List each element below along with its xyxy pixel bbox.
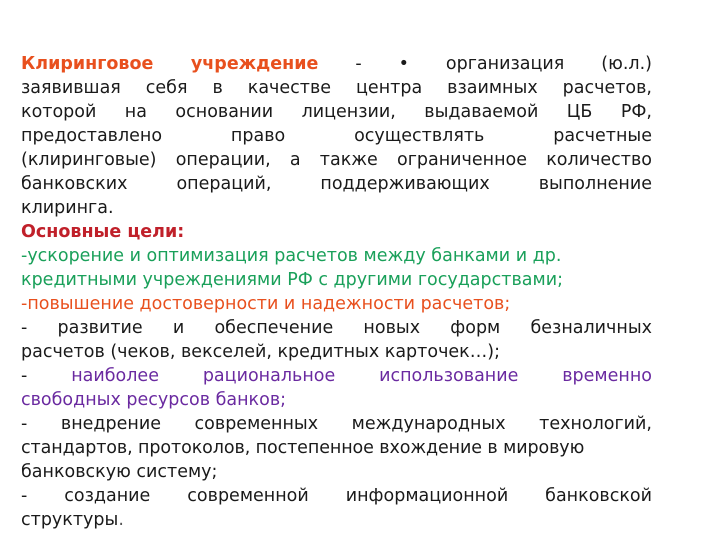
goal-1-line-1: -ускорение и оптимизация расчетов между банками и др. <box>21 246 562 266</box>
goal-3-line-2: расчетов (чеков, векселей, кредитных карточек…); <box>21 342 500 362</box>
bullet-icon: • <box>398 54 409 74</box>
goal-4-line-1 <box>21 364 652 388</box>
goal-5-line-1: - внедрение современных международных технологий, <box>21 414 652 434</box>
goals-heading: Основные цели: <box>21 222 185 242</box>
goal-4-line-2: свободных ресурсов банков; <box>21 390 287 410</box>
definition-line-5: (клиринговые) операции, а также ограниченное количество <box>21 150 652 170</box>
goal-6-line-2 <box>21 508 652 532</box>
definition-line-1-text: организация (ю.л.) <box>445 54 652 74</box>
goal-4-line-1-text: наиболее рациональное использование временно <box>71 366 652 386</box>
definition-line-2: заявившая себя в качестве центра взаимных расчетов, <box>21 78 652 98</box>
definition-line-1 <box>21 52 652 76</box>
goal-5-line-2: стандартов, протоколов, постепенное вхождение в мировую <box>21 438 585 458</box>
goal-5-line-3: банковскую систему; <box>21 462 218 482</box>
goal-6-line-1: - создание современной информационной банковской <box>21 486 652 506</box>
goal-2-line-1: -повышение достоверности и надежности расчетов; <box>21 294 511 314</box>
goal-4-dash: - <box>21 366 28 386</box>
definition-term: Клиринговое учреждение <box>21 54 319 74</box>
goal-3-line-1: - развитие и обеспечение новых форм безналичных <box>21 318 652 338</box>
definition-line-6: банковских операций, поддерживающих выполнение <box>21 174 652 194</box>
goal-6-line-2-text: структуры <box>21 510 119 530</box>
goal-1-line-2: кредитными учреждениями РФ с другими государствами; <box>21 270 563 290</box>
definition-dash: - <box>355 54 362 74</box>
definition-line-3: которой на основании лицензии, выдаваемой ЦБ РФ, <box>21 102 652 122</box>
definition-line-4: предоставлено право осуществлять расчетные <box>21 126 652 146</box>
definition-line-7: клиринга. <box>21 198 114 218</box>
goal-6-period: . <box>118 510 124 530</box>
